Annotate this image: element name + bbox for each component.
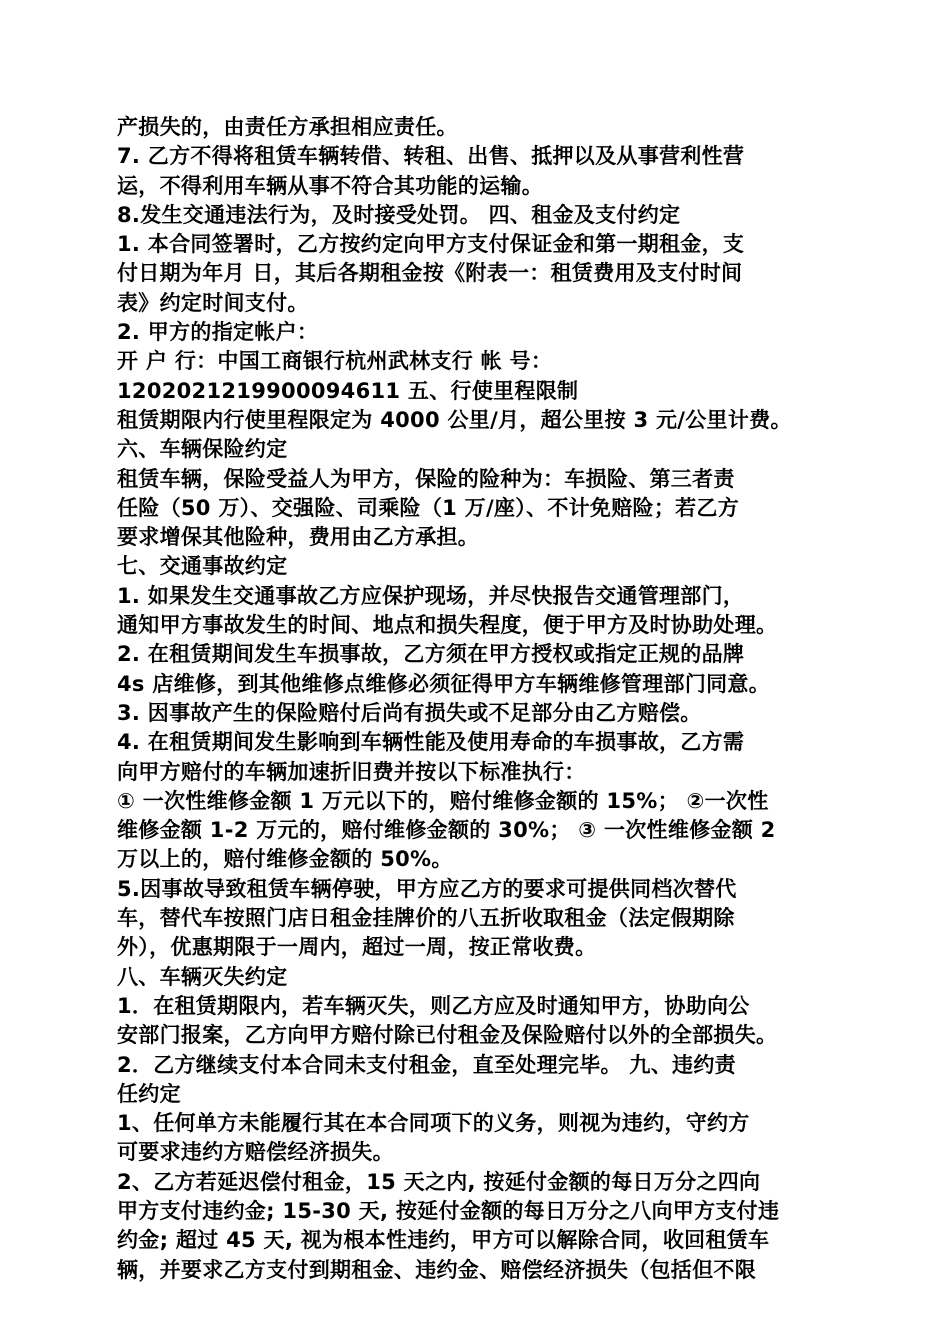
text-line: 租赁车辆，保险受益人为甲方，保险的险种为：车损险、第三者责 xyxy=(117,466,735,491)
text-line: 4s 店维修，到其他维修点维修必须征得甲方车辆维修管理部门同意。 xyxy=(117,671,771,696)
text-line: 万以上的，赔付维修金额的 50%。 xyxy=(117,847,453,872)
text-line: 约金; 超过 45 天, 视为根本性违约，甲方可以解除合同，收回租赁车 xyxy=(117,1228,770,1253)
text-line: 8.发生交通违法行为，及时接受处罚。 四、租金及支付约定 xyxy=(117,202,681,227)
text-line: 七、交通事故约定 xyxy=(117,554,288,579)
text-line: 辆，并要求乙方支付到期租金、违约金、赔偿经济损失（包括但不限 xyxy=(117,1257,756,1282)
text-line: 1、任何单方未能履行其在本合同项下的义务，则视为违约，守约方 xyxy=(117,1111,750,1136)
text-line: 付日期为年月 日，其后各期租金按《附表一：租赁费用及支付时间 xyxy=(117,261,743,286)
text-line: 1. 如果发生交通事故乙方应保护现场，并尽快报告交通管理部门， xyxy=(117,583,745,608)
text-line: ① 一次性维修金额 1 万元以下的，赔付维修金额的 15%； ②一次性 xyxy=(117,788,769,813)
text-line: 要求增保其他险种，费用由乙方承担。 xyxy=(117,525,480,550)
document-page xyxy=(117,113,847,1285)
text-line: 4. 在租赁期间发生影响到车辆性能及使用寿命的车损事故，乙方需 xyxy=(117,730,745,755)
text-line: 六、车辆保险约定 xyxy=(117,437,288,462)
text-line: 通知甲方事故发生的时间、地点和损失程度，便于甲方及时协助处理。 xyxy=(117,613,778,638)
text-line: 租赁期限内行使里程限定为 4000 公里/月，超公里按 3 元/公里计费。 xyxy=(117,407,792,432)
text-line: 八、车辆灭失约定 xyxy=(117,964,288,989)
text-line: 开 户 行：中国工商银行杭州武林支行 帐 号： xyxy=(117,349,553,374)
text-line: 7. 乙方不得将租赁车辆转借、转租、出售、抵押以及从事营利性营 xyxy=(117,144,745,169)
text-line: 安部门报案，乙方向甲方赔付除已付租金及保险赔付以外的全部损失。 xyxy=(117,1023,778,1048)
text-line: 1. 本合同签署时，乙方按约定向甲方支付保证金和第一期租金，支 xyxy=(117,232,745,257)
text-line: 向甲方赔付的车辆加速折旧费并按以下标准执行： xyxy=(117,759,586,784)
text-line: 车，替代车按照门店日租金挂牌价的八五折收取租金（法定假期除 xyxy=(117,906,735,931)
text-line: 甲方支付违约金; 15-30 天, 按延付金额的每日万分之八向甲方支付违 xyxy=(117,1198,780,1223)
text-line: 维修金额 1-2 万元的，赔付维修金额的 30%； ③ 一次性维修金额 2 xyxy=(117,818,776,843)
text-line: 1．在租赁期限内，若车辆灭失，则乙方应及时通知甲方，协助向公 xyxy=(117,993,750,1018)
text-line: 产损失的，由责任方承担相应责任。 xyxy=(117,115,458,139)
text-line: 2. 甲方的指定帐户： xyxy=(117,320,319,345)
text-line: 表》约定时间支付。 xyxy=(117,290,309,315)
text-line: 2．乙方继续支付本合同未支付租金，直至处理完毕。 九、违约责 xyxy=(117,1052,736,1077)
text-line: 2、乙方若延迟偿付租金，15 天之内, 按延付金额的每日万分之四向 xyxy=(117,1169,761,1194)
text-line: 1202021219900094611 五、行使里程限制 xyxy=(117,378,579,403)
text-line: 5.因事故导致租赁车辆停驶，甲方应乙方的要求可提供同档次替代 xyxy=(117,876,737,901)
text-line: 任险（50 万）、交强险、司乘险（1 万/座）、不计免赔险；若乙方 xyxy=(117,495,740,520)
text-line: 2. 在租赁期间发生车损事故，乙方须在甲方授权或指定正规的品牌 xyxy=(117,642,745,667)
text-line: 3. 因事故产生的保险赔付后尚有损失或不足部分由乙方赔偿。 xyxy=(117,700,702,725)
text-line: 可要求违约方赔偿经济损失。 xyxy=(117,1140,394,1165)
text-line: 运，不得利用车辆从事不符合其功能的运输。 xyxy=(117,173,543,198)
text-line: 外），优惠期限于一周内，超过一周，按正常收费。 xyxy=(117,935,597,960)
text-line: 任约定 xyxy=(117,1081,181,1106)
